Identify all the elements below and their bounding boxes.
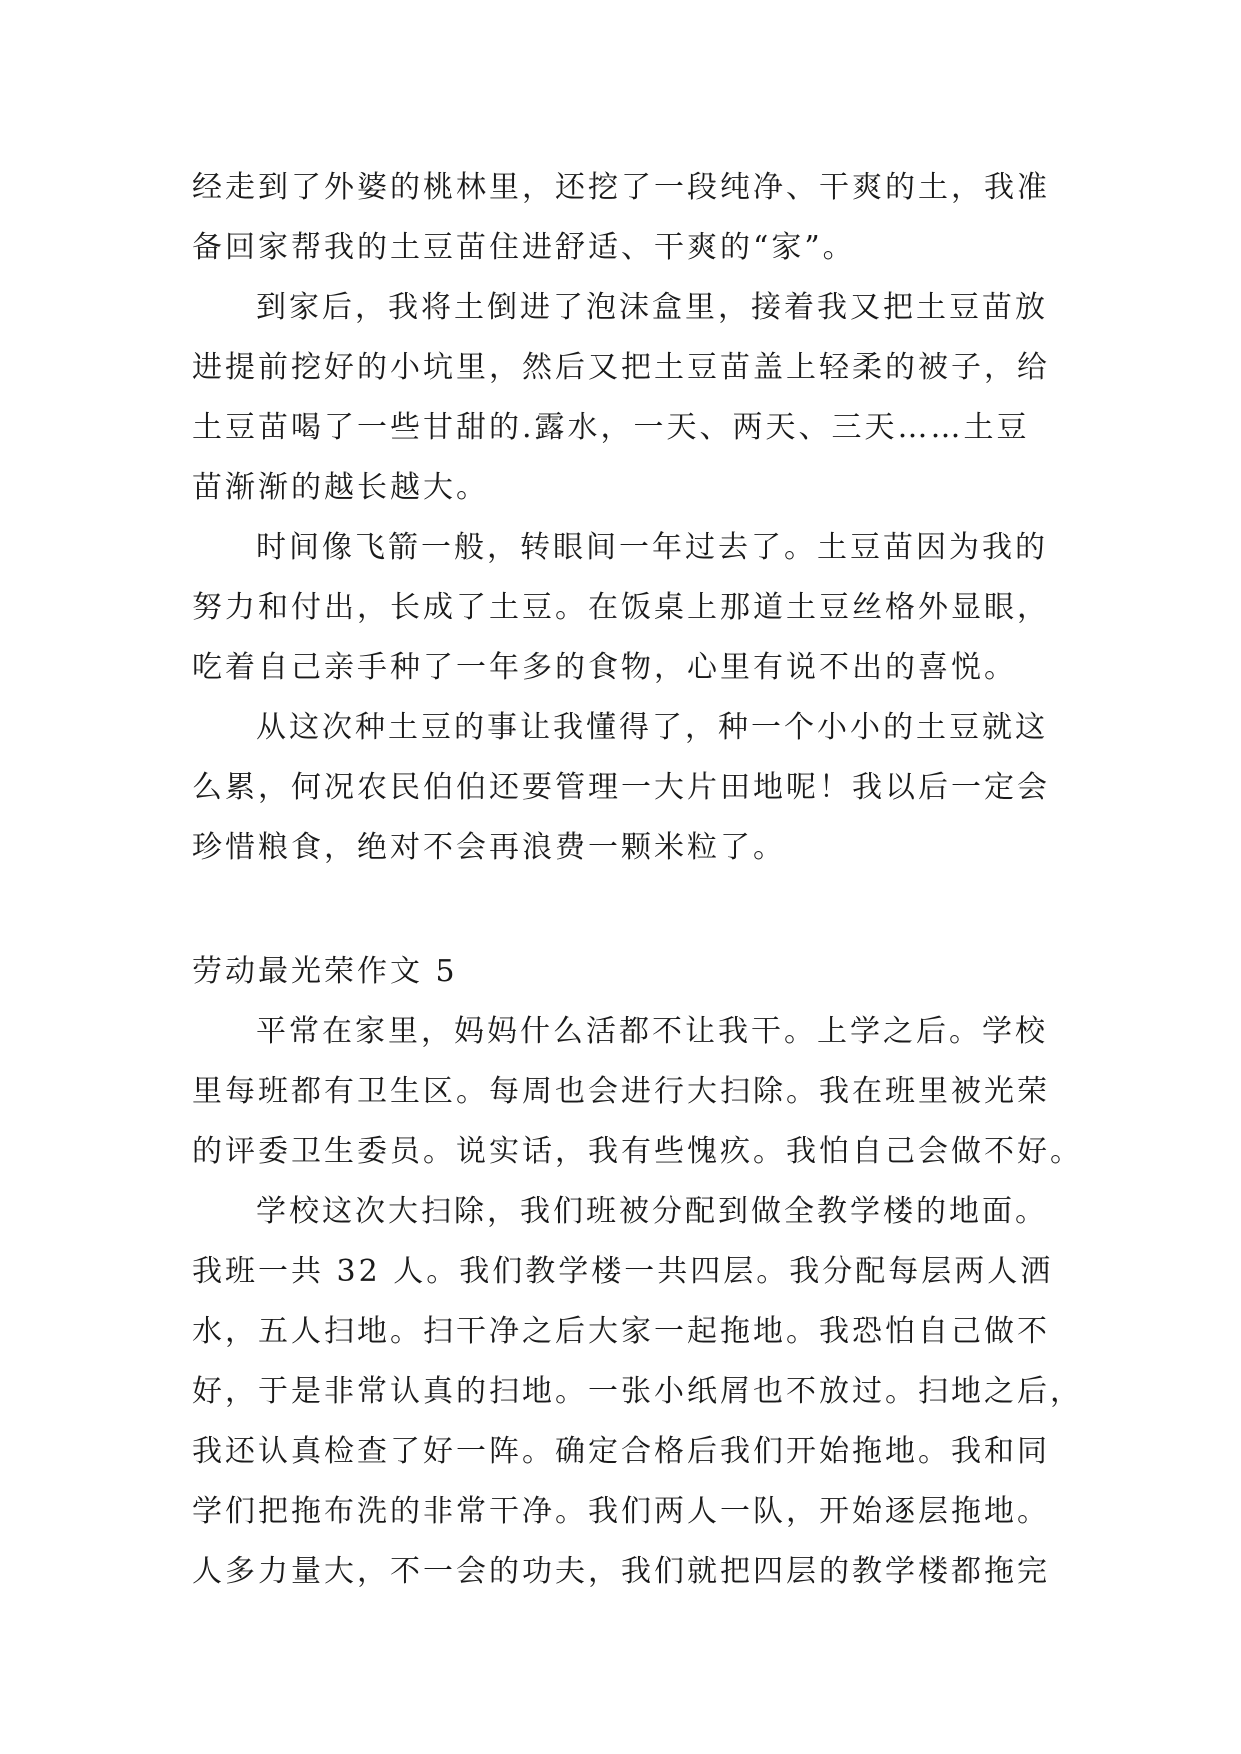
text-line: 好，于是非常认真的扫地。一张小纸屑也不放过。扫地之后，: [192, 1374, 1083, 1409]
document-body: [192, 158, 1083, 1602]
essay-continuation: [192, 158, 1072, 878]
text-line: 的评委卫生委员。说实话，我有些愧疚。我怕自己会做不好。: [192, 1134, 1083, 1169]
text-line: 学们把拖布洗的非常干净。我们两人一队，开始逐层拖地。: [192, 1494, 1050, 1529]
text-line: 珍惜粮食，绝对不会再浪费一颗米粒了。: [192, 830, 786, 865]
text-line: 土豆苗喝了一些甘甜的.露水，一天、两天、三天……土豆: [192, 410, 1030, 445]
text-line: 努力和付出，长成了土豆。在饭桌上那道土豆丝格外显眼，: [192, 590, 1050, 625]
essay-heading: 劳动最光荣作文 5: [192, 954, 458, 989]
text-line: 学校这次大扫除，我们班被分配到做全教学楼的地面。: [256, 1194, 1048, 1229]
text-line: 苗渐渐的越长越大。: [192, 470, 489, 505]
text-line: 平常在家里，妈妈什么活都不让我干。上学之后。学校: [256, 1014, 1048, 1049]
text-line: 我班一共 32 人。我们教学楼一共四层。我分配每层两人洒: [192, 1254, 1054, 1289]
essay-5-body: [192, 1002, 1083, 1602]
text-line: 么累，何况农民伯伯还要管理一大片田地呢！我以后一定会: [192, 770, 1050, 805]
text-line: 备回家帮我的土豆苗住进舒适、干爽的“家”。: [192, 230, 856, 265]
text-line: 水，五人扫地。扫干净之后大家一起拖地。我恐怕自己做不: [192, 1314, 1050, 1349]
text-line: 进提前挖好的小坑里，然后又把土豆苗盖上轻柔的被子，给: [192, 350, 1050, 385]
text-line: 时间像飞箭一般，转眼间一年过去了。土豆苗因为我的: [256, 530, 1048, 565]
text-line: 到家后，我将土倒进了泡沫盒里，接着我又把土豆苗放: [256, 290, 1048, 325]
text-line: 吃着自己亲手种了一年多的食物，心里有说不出的喜悦。: [192, 650, 1017, 685]
text-line: 人多力量大，不一会的功夫，我们就把四层的教学楼都拖完: [192, 1554, 1050, 1589]
text-line: 里每班都有卫生区。每周也会进行大扫除。我在班里被光荣: [192, 1074, 1050, 1109]
section-gap: [192, 878, 1072, 942]
text-line: 我还认真检查了好一阵。确定合格后我们开始拖地。我和同: [192, 1434, 1050, 1469]
text-line: 从这次种土豆的事让我懂得了，种一个小小的土豆就这: [256, 710, 1048, 745]
text-line: 经走到了外婆的桃林里，还挖了一段纯净、干爽的土，我准: [192, 170, 1050, 205]
